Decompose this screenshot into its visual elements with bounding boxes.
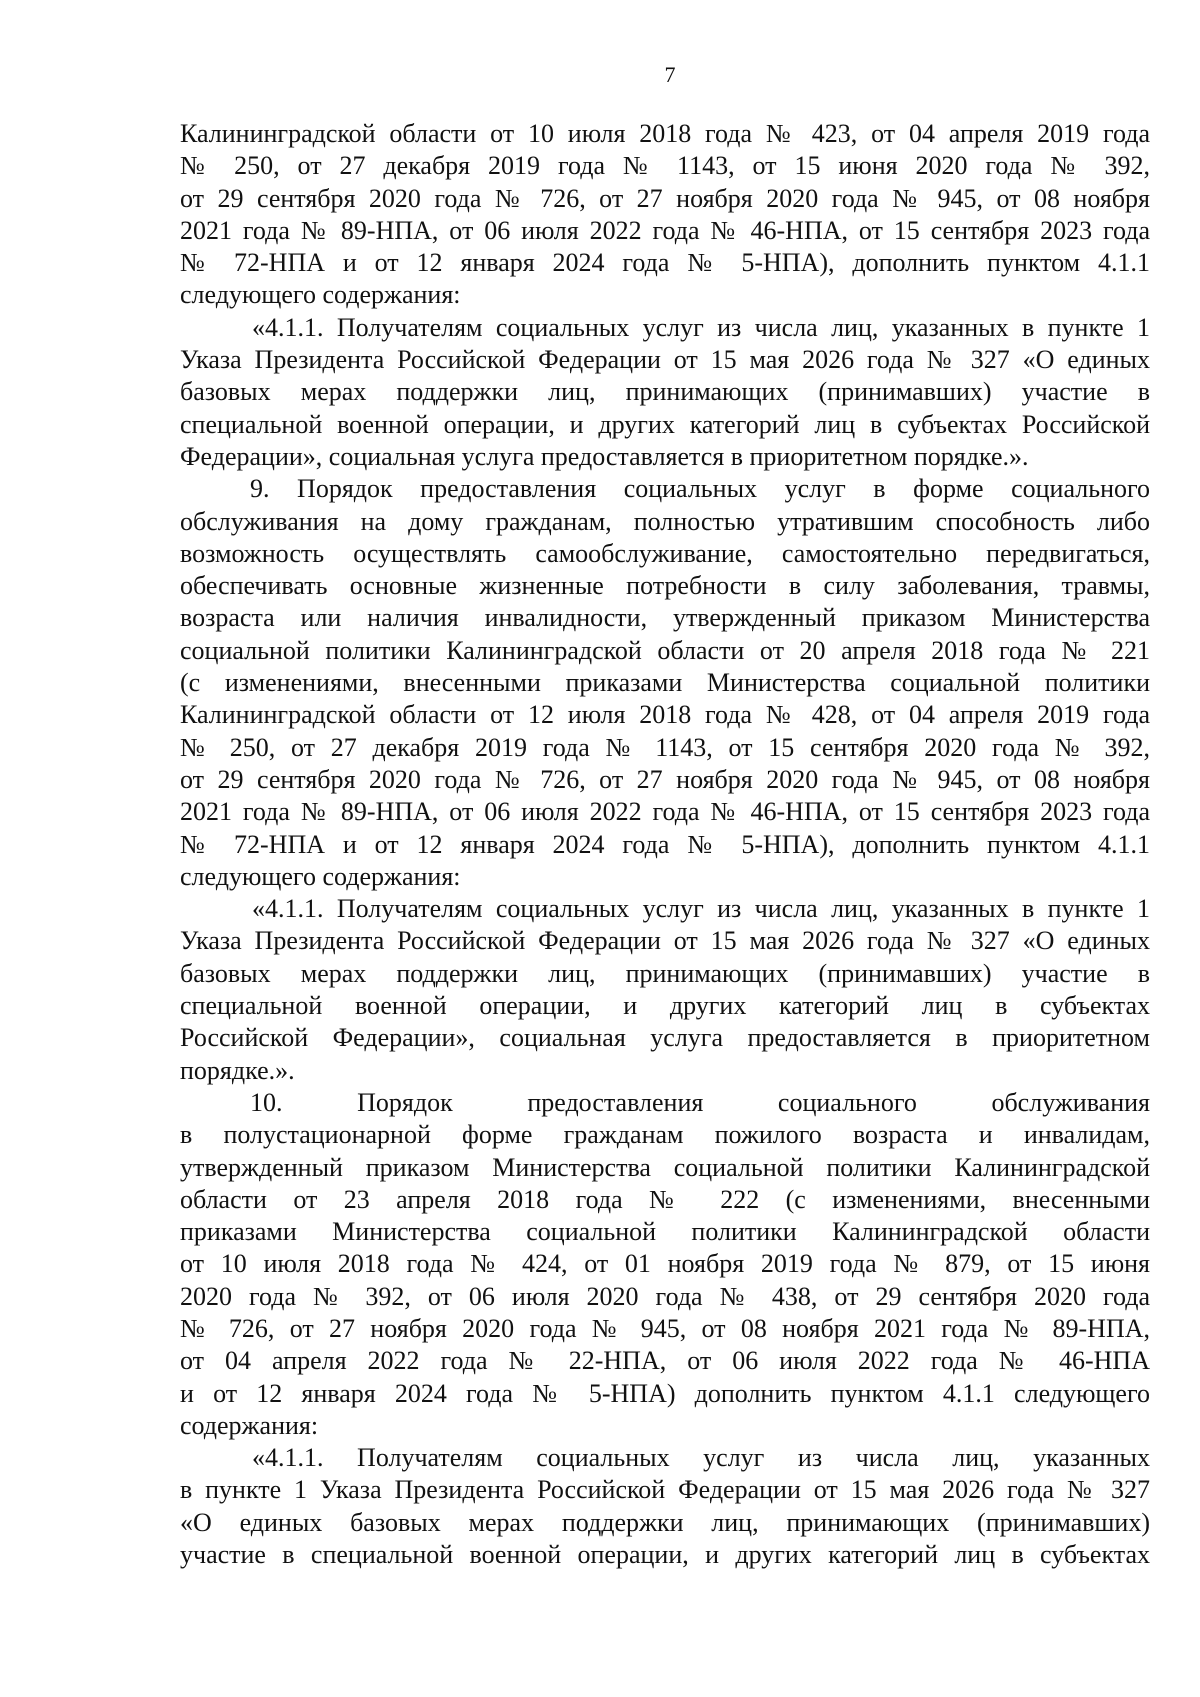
text-line: области от 23 апреля 2018 года № 222 (с изменениями, внесенными [180, 1184, 1150, 1214]
text-line: от 10 июля 2018 года № 424, от 01 ноября 2019 года № 879, от 15 июня [180, 1249, 1150, 1279]
text-line: Федерации», социальная услуга предоставляется в приоритетном порядке.». [180, 441, 1029, 471]
text-line: возраста или наличия инвалидности, утвержденный приказом Министерства [180, 603, 1150, 633]
text-line: 2021 года № 89-НПА, от 06 июля 2022 года № 46-НПА, от 15 сентября 2023 года [180, 215, 1150, 245]
text-line: участие в специальной военной операции, и других категорий лиц в субъектах [180, 1540, 1150, 1570]
text-line: утвержденный приказом Министерства социальной политики Калининградской [180, 1152, 1150, 1182]
text-line: № 250, от 27 декабря 2019 года № 1143, от 15 сентября 2020 года № 392, [180, 732, 1150, 762]
text-line: порядке.». [180, 1055, 295, 1085]
text-line: 9. Порядок предоставления социальных услуг в форме социального [250, 474, 1150, 504]
text-line: от 29 сентября 2020 года № 726, от 27 ноября 2020 года № 945, от 08 ноября [180, 764, 1150, 794]
text-line: специальной военной операции, и других категорий лиц в субъектах Российской [180, 409, 1150, 439]
text-line: специальной военной операции, и других категорий лиц в субъектах [180, 991, 1150, 1021]
text-line: № 726, от 27 ноября 2020 года № 945, от 08 ноября 2021 года № 89-НПА, [180, 1313, 1150, 1343]
text-line: 2021 года № 89-НПА, от 06 июля 2022 года № 46-НПА, от 15 сентября 2023 года [180, 797, 1150, 827]
text-line: обслуживания на дому гражданам, полностью утратившим способность либо [180, 506, 1150, 536]
text-line: Калининградской области от 10 июля 2018 года № 423, от 04 апреля 2019 года [180, 119, 1150, 148]
text-line: базовых мерах поддержки лиц, принимающих (принимавших) участие в [180, 377, 1150, 407]
text-line: обеспечивать основные жизненные потребности в силу заболевания, травмы, [180, 571, 1150, 601]
text-line: (с изменениями, внесенными приказами Министерства социальной политики [180, 668, 1150, 698]
document-body [180, 118, 1150, 1571]
text-line: Указа Президента Российской Федерации от 15 мая 2026 года № 327 «О единых [180, 345, 1150, 375]
text-line: и от 12 января 2024 года № 5-НПА) дополнить пунктом 4.1.1 следующего [180, 1378, 1150, 1408]
text-line: возможность осуществлять самообслуживание, самостоятельно передвигаться, [180, 538, 1150, 568]
text-line: следующего содержания: [180, 861, 461, 891]
text-line: в полустационарной форме гражданам пожилого возраста и инвалидам, [180, 1120, 1150, 1150]
text-line: социальной политики Калининградской области от 20 апреля 2018 года № 221 [180, 635, 1150, 665]
text-line: 2020 года № 392, от 06 июля 2020 года № 438, от 29 сентября 2020 года [180, 1281, 1150, 1311]
text-line: от 29 сентября 2020 года № 726, от 27 ноября 2020 года № 945, от 08 ноября [180, 183, 1150, 213]
text-line: следующего содержания: [180, 280, 461, 310]
text-line: «4.1.1. Получателям социальных услуг из числа лиц, указанных в пункте 1 [252, 894, 1150, 924]
text-line: Калининградской области от 12 июля 2018 года № 428, от 04 апреля 2019 года [180, 700, 1150, 730]
text-line: «О единых базовых мерах поддержки лиц, принимающих (принимавших) [180, 1507, 1150, 1537]
page-number: 7 [664, 62, 676, 87]
text-line: базовых мерах поддержки лиц, принимающих (принимавших) участие в [180, 958, 1150, 988]
text-line: от 04 апреля 2022 года № 22-НПА, от 06 июля 2022 года № 46-НПА [180, 1346, 1150, 1376]
text-line: Указа Президента Российской Федерации от 15 мая 2026 года № 327 «О единых [180, 926, 1150, 956]
text-line: «4.1.1. Получателям социальных услуг из числа лиц, указанных в пункте 1 [252, 312, 1150, 342]
text-line: приказами Министерства социальной политики Калининградской области [180, 1217, 1150, 1247]
text-line: 10. Порядок предоставления социального обслуживания [250, 1087, 1150, 1117]
text-line: № 250, от 27 декабря 2019 года № 1143, от 15 июня 2020 года № 392, [180, 151, 1150, 181]
text-line: «4.1.1. Получателям социальных услуг из числа лиц, указанных [252, 1443, 1150, 1473]
text-line: содержания: [180, 1410, 319, 1440]
text-line: № 72-НПА и от 12 января 2024 года № 5-НПА), дополнить пунктом 4.1.1 [180, 248, 1150, 278]
text-line: № 72-НПА и от 12 января 2024 года № 5-НПА), дополнить пунктом 4.1.1 [180, 829, 1150, 859]
text-line: Российской Федерации», социальная услуга предоставляется в приоритетном [180, 1023, 1150, 1053]
text-line: в пункте 1 Указа Президента Российской Федерации от 15 мая 2026 года № 327 [180, 1475, 1150, 1505]
